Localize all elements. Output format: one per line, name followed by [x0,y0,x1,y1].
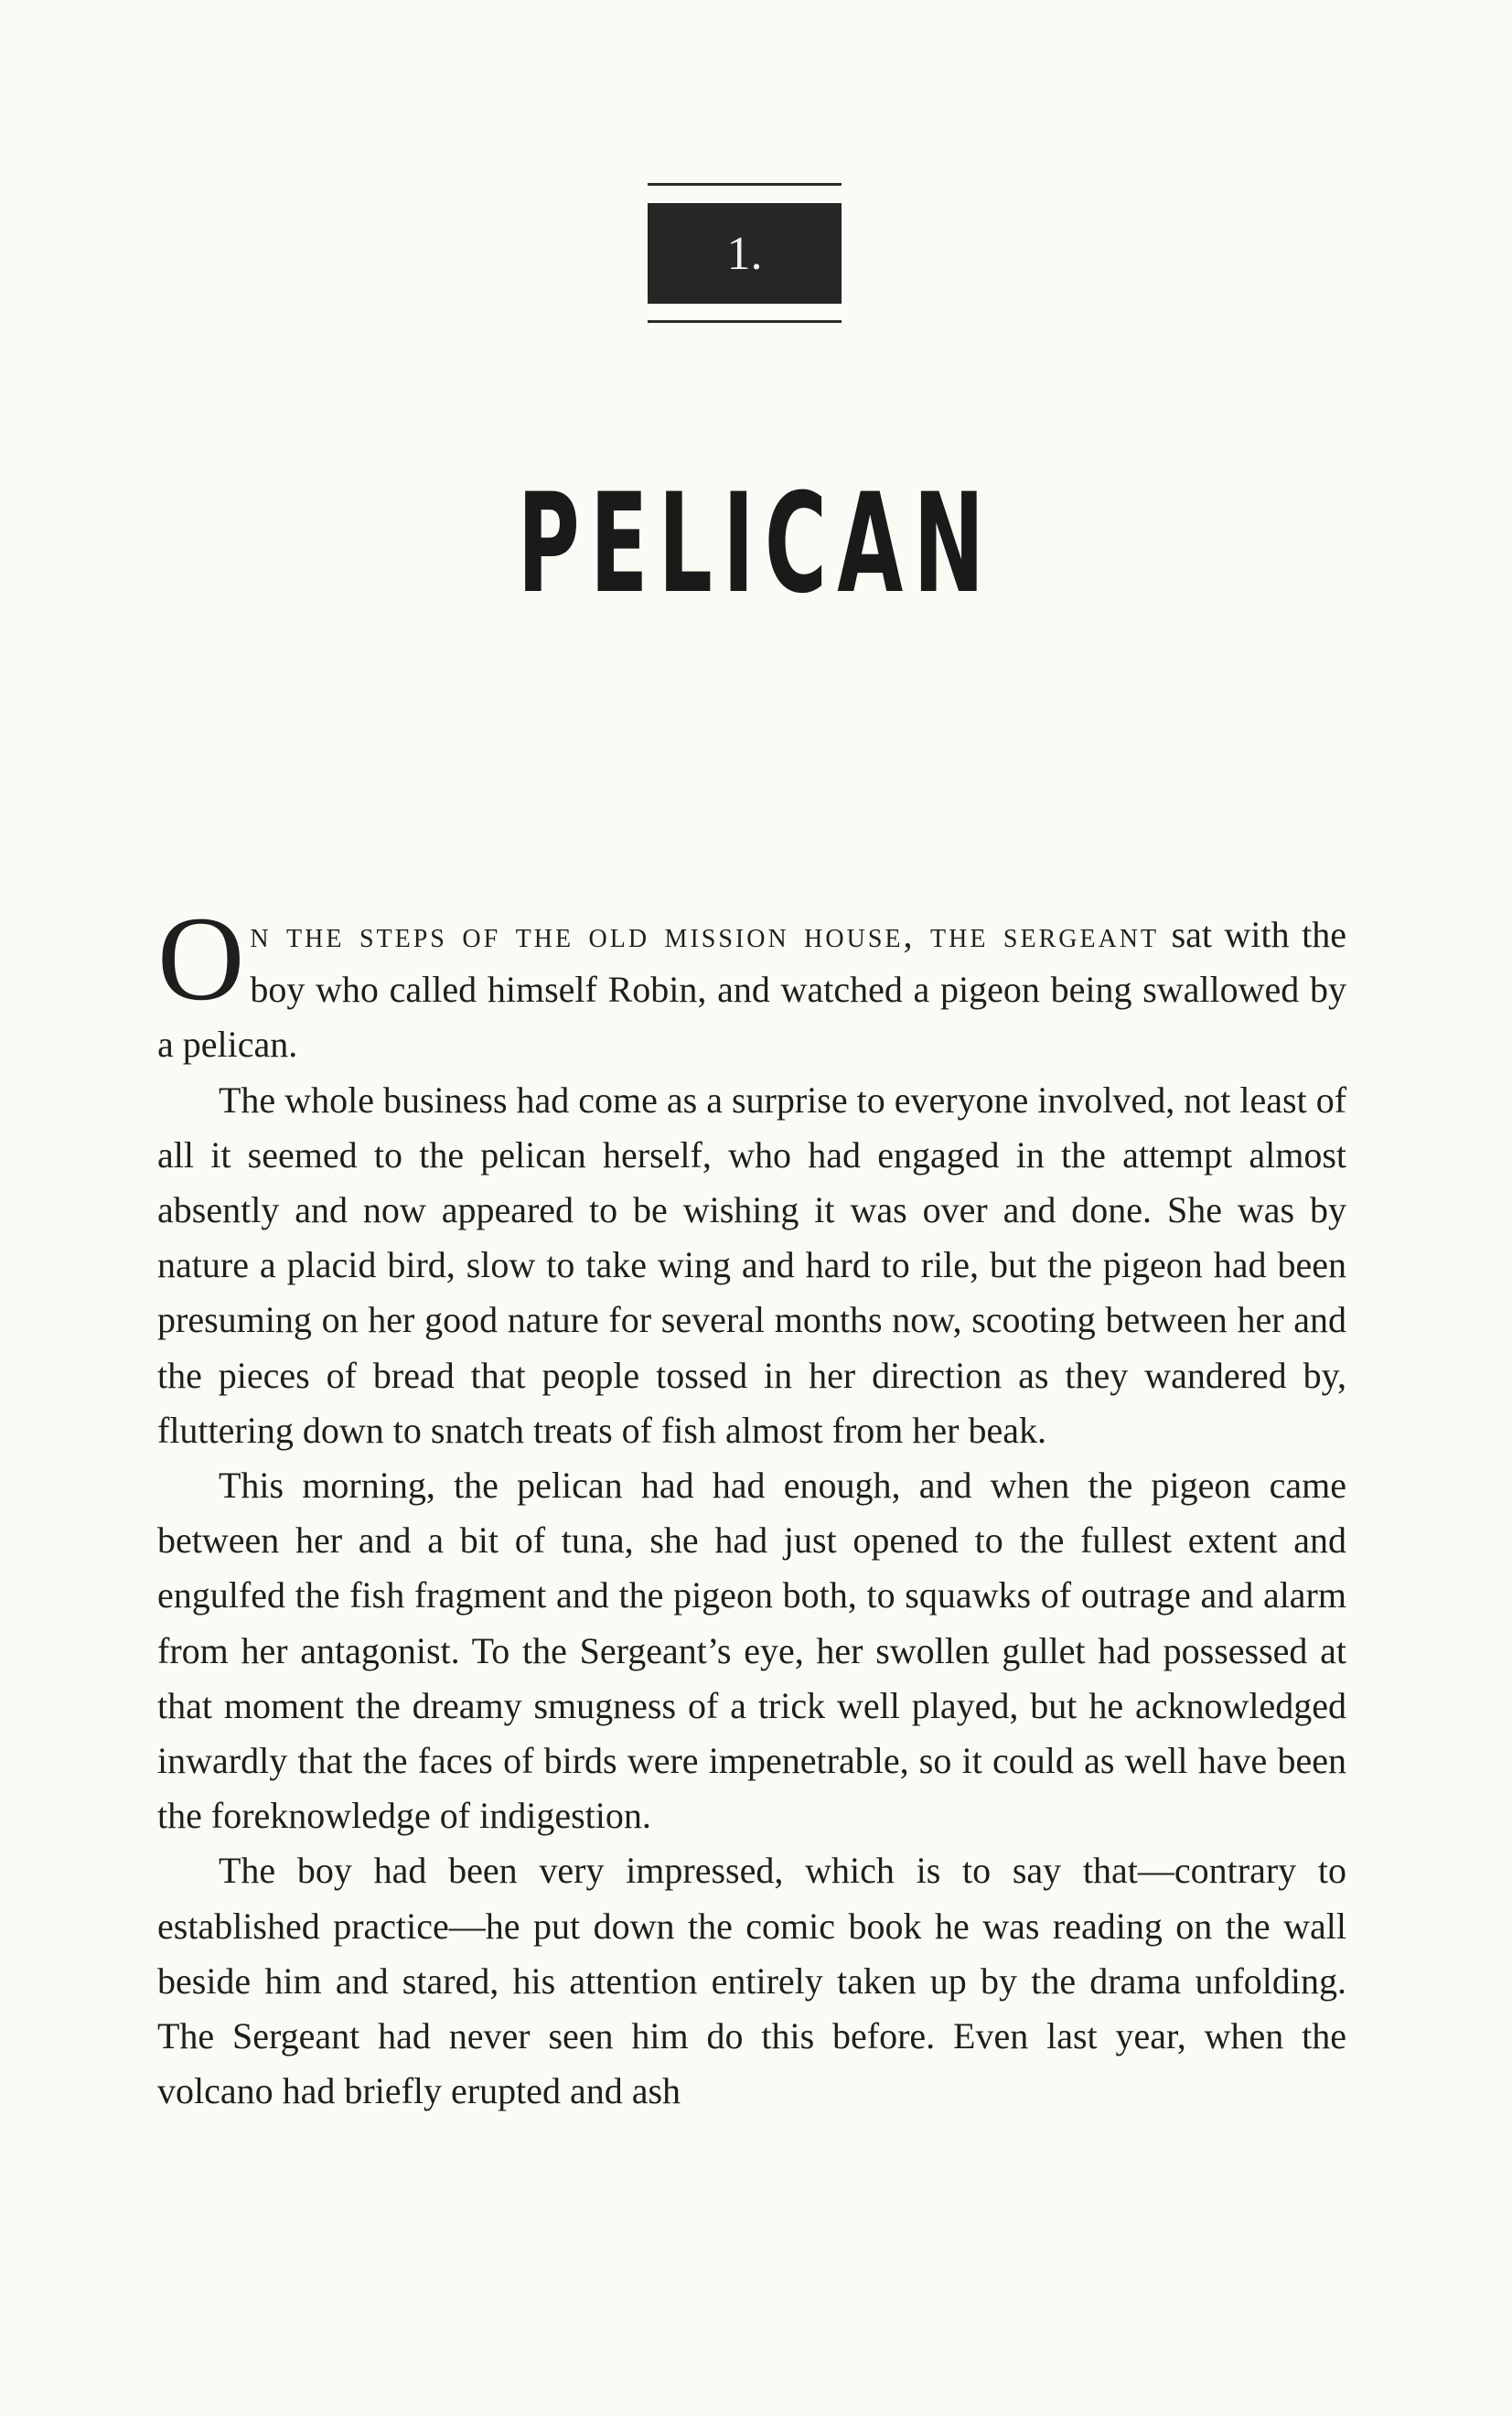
opening-paragraph [157,891,1346,1073]
chapter-rule-top [648,183,842,186]
opening-small-caps: n the steps of the old mission house, the sergeant [250,914,1160,955]
chapter-rule-bottom [648,320,842,323]
drop-cap: O [157,891,245,1025]
body-text [157,891,1347,2119]
paragraph-3: This morning, the pelican had had enough, and when the pigeon came between her and a bit of tuna, she had just opened to the fullest extent and engulfed the fish fragment and the pigeon both, to squawks of outrage and alarm from her antagonist. To the Sergeant’s eye, her swollen gullet had possessed at that moment the dreamy smugness of a trick well played, but he acknowledged inwardly that the faces of birds were impenetrable, so it could as well have been the foreknowledge of indigestion. [157,1465,1346,1837]
paragraph-2: The whole business had come as a surprise to everyone involved, not least of all it seemed to the pelican herself, who had engaged in the attempt almost absently and now appeared to be wishing it was over and done. She was by nature a placid bird, slow to take wing and hard to rile, but the pigeon had been presuming on her good nature for several months now, scooting between her and the pieces of bread that people tossed in her direction as they wandered by, fluttering down to snatch treats of fish almost from her beak. [157,1079,1347,1451]
chapter-title: PELICAN [517,465,995,624]
opening-rest: sat with the boy who called himself Robin, and watched a pigeon being swallowed by a pelican. [157,914,1346,1066]
chapter-number: 1. [648,203,842,304]
chapter-number-block [648,183,842,328]
paragraph-4: The boy had been very impressed, which is to say that—contrary to established practice—he put down the comic book he was reading on the wall beside him and stared, his attention entirely taken up by the drama unfolding. The Sergeant had never seen him do this before. Even last year, when the volcano had briefly erupted and ash [157,1850,1346,2112]
